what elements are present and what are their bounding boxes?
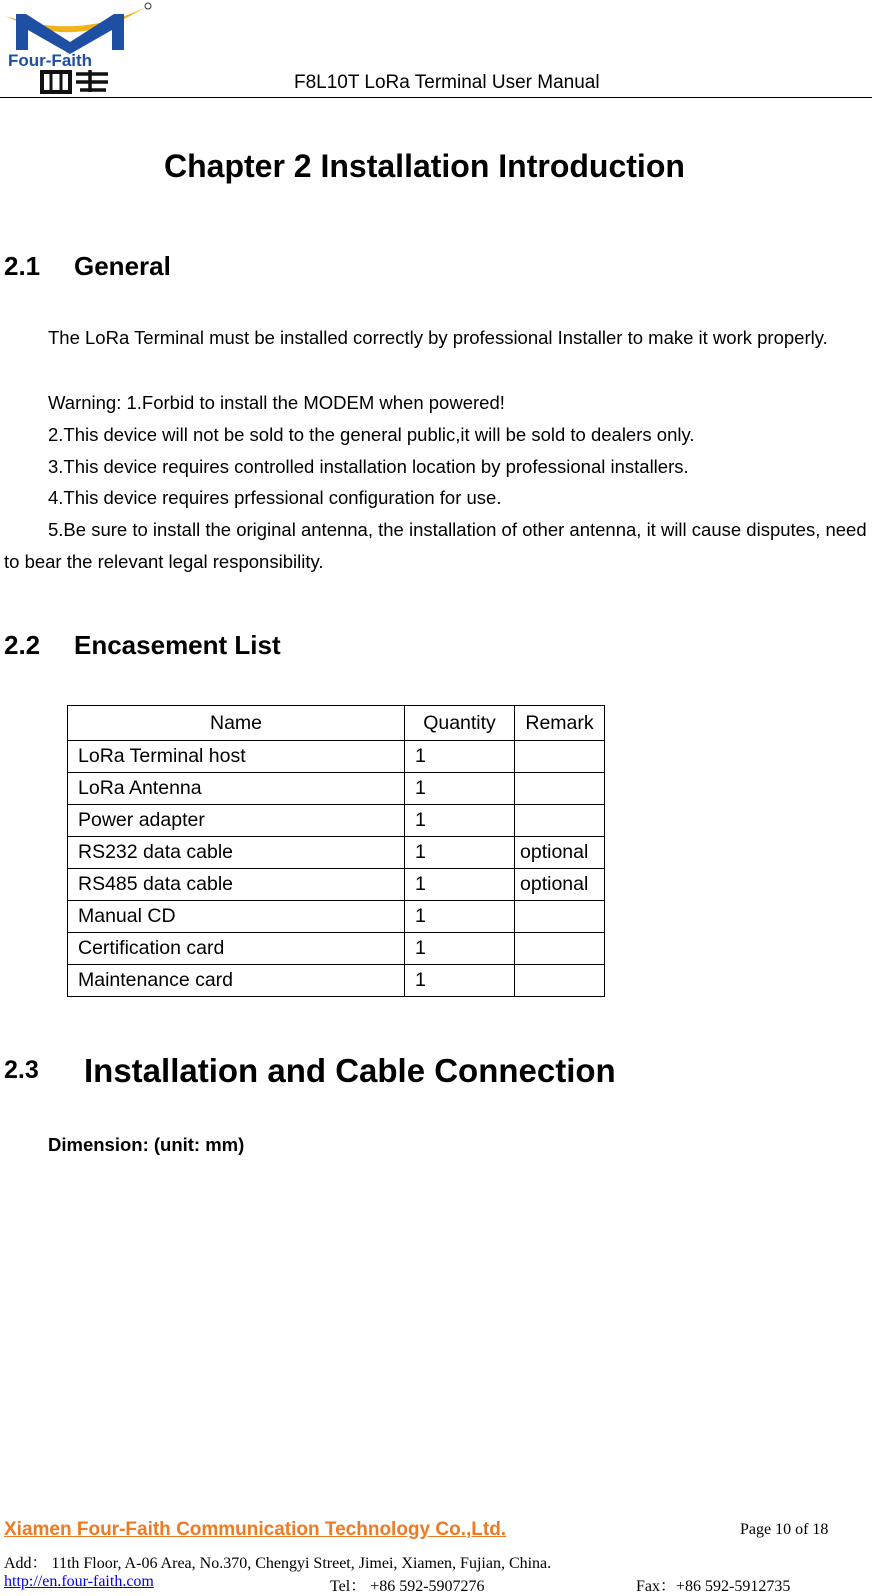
table-row [68,965,605,997]
cell-name: RS485 data cable [68,869,405,901]
section-title: Installation and Cable Connection [84,1052,616,1089]
section-number: 2.1 [4,251,41,281]
logo-wordmark: Four-Faith [8,51,93,70]
section-title: General [74,251,171,281]
column-header-quantity: Quantity [405,706,515,741]
table-row [68,773,605,805]
cell-remark [515,901,605,933]
cell-remark [515,933,605,965]
section-title: Encasement List [74,630,281,660]
cell-quantity: 1 [405,805,515,837]
cell-name: Certification card [68,933,405,965]
paragraph-intro: The LoRa Terminal must be installed correctly by professional Installer to make it work properly. [48,327,828,348]
cell-name: Power adapter [68,805,405,837]
table-row [68,901,605,933]
section-number: 2.3 [4,1056,39,1084]
cell-name: Maintenance card [68,965,405,997]
table-row [68,805,605,837]
cell-quantity: 1 [405,933,515,965]
page-number: Page 10 of 18 [740,1521,829,1538]
footer-address: Add： 11th Floor, A-06 Area, No.370, Chengyi Street, Jimei, Xiamen, Fujian, China. [4,1555,552,1572]
warning-line-1: Warning: 1.Forbid to install the MODEM when powered! [48,392,505,413]
warning-line-5: 5.Be sure to install the original antenna, the installation of other antenna, it will cause disputes, need to bear the relevant legal responsibility. [4,519,867,572]
table-row [68,741,605,773]
cell-quantity: 1 [405,965,515,997]
section-heading-encasement [4,630,281,661]
header-divider [0,97,872,98]
cell-name: LoRa Antenna [68,773,405,805]
document-header-title: F8L10T LoRa Terminal User Manual [294,72,600,93]
cell-quantity: 1 [405,837,515,869]
cell-remark [515,741,605,773]
footer-company-name: Xiamen Four-Faith Communication Technology Co.,Ltd. [4,1519,507,1540]
encasement-table [67,705,605,997]
cell-quantity: 1 [405,901,515,933]
cell-remark [515,773,605,805]
table-header-row [68,706,605,741]
footer-website-link[interactable]: http://en.four-faith.com [4,1573,154,1590]
table-row [68,837,605,869]
column-header-remark: Remark [515,706,605,741]
footer-telephone: Tel： +86 592-5907276 [330,1578,485,1595]
warning-line-2: 2.This device will not be sold to the general public,it will be sold to dealers only. [48,424,695,445]
cell-quantity: 1 [405,741,515,773]
section-number: 2.2 [4,630,41,660]
cell-remark: optional [515,837,605,869]
cell-remark: optional [515,869,605,901]
section-heading-general [4,251,171,282]
warning-line-4: 4.This device requires prfessional configuration for use. [48,487,502,508]
cell-remark [515,805,605,837]
table-row [68,869,605,901]
cell-name: RS232 data cable [68,837,405,869]
section-heading-installation [4,1052,616,1090]
company-logo [4,2,154,96]
cell-name: Manual CD [68,901,405,933]
cell-quantity: 1 [405,773,515,805]
cell-name: LoRa Terminal host [68,741,405,773]
dimension-label: Dimension: (unit: mm) [48,1134,245,1155]
warning-line-3: 3.This device requires controlled installation location by professional installers. [48,456,689,477]
cell-quantity: 1 [405,869,515,901]
footer-fax: Fax：+86 592-5912735 [636,1578,791,1595]
chapter-title: Chapter 2 Installation Introduction [164,148,685,184]
cell-remark [515,965,605,997]
table-row [68,933,605,965]
column-header-name: Name [68,706,405,741]
